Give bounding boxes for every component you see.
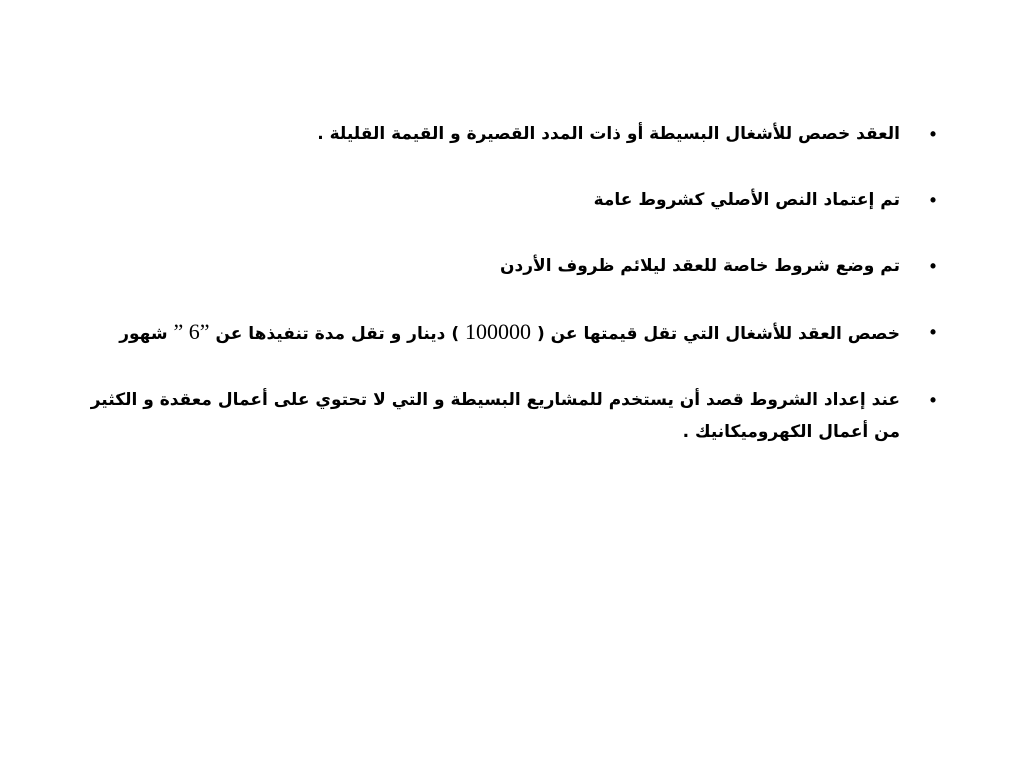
bullet-item	[60, 250, 940, 282]
months-value: ”6 ”	[173, 319, 210, 344]
bullet-text-part: ) دينار و تقل مدة تنفيذها عن	[215, 324, 460, 344]
bullet-text: تم إعتماد النص الأصلي كشروط عامة	[593, 190, 900, 210]
bullet-dot-icon: •	[929, 124, 937, 144]
bullet-dot-icon: •	[929, 256, 937, 276]
bullet-dot-icon: •	[929, 390, 937, 410]
bullet-item	[60, 184, 940, 216]
bullet-item	[60, 316, 940, 350]
bullet-list	[60, 118, 940, 482]
bullet-text: عند إعداد الشروط قصد أن يستخدم للمشاريع البسيطة و التي لا تحتوي على أعمال معقدة و الكثير من أعمال الكهروميكانيك .	[90, 390, 900, 442]
amount-value: 100000	[465, 319, 532, 344]
bullet-dot-icon: •	[929, 190, 937, 210]
bullet-item	[60, 384, 940, 448]
bullet-text-part: شهور	[119, 324, 168, 344]
bullet-item	[60, 118, 940, 150]
bullet-text: تم وضع شروط خاصة للعقد ليلائم ظروف الأردن	[500, 256, 900, 276]
bullet-dot-icon: •	[929, 322, 937, 342]
bullet-text-part: خصص العقد للأشغال التي تقل قيمتها عن (	[536, 324, 900, 344]
bullet-text: العقد خصص للأشغال البسيطة أو ذات المدد القصيرة و القيمة القليلة .	[317, 124, 900, 144]
